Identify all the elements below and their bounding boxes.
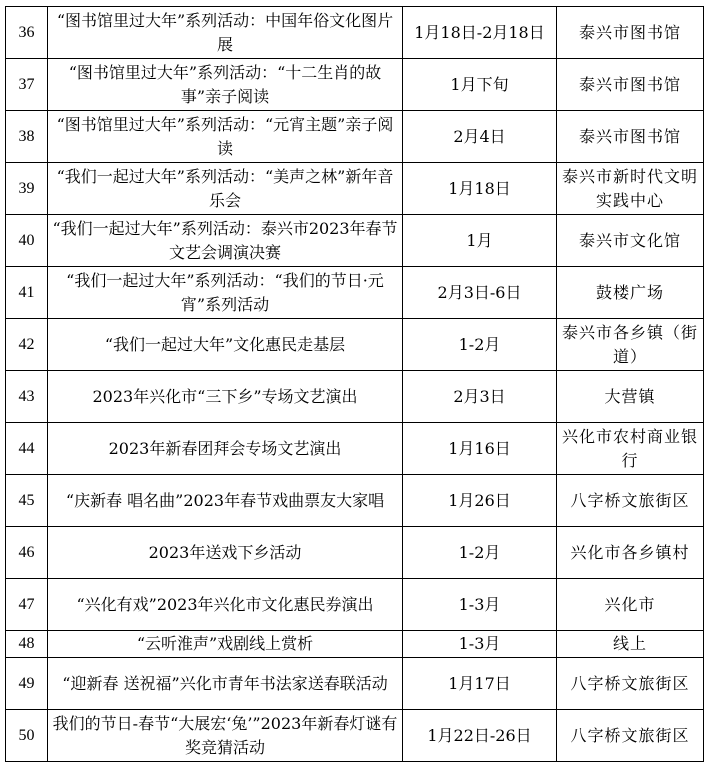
table-row [6,710,704,762]
row-number: 45 [6,475,48,527]
event-time: 1月下旬 [403,59,557,111]
row-number: 46 [6,527,48,579]
row-number: 44 [6,423,48,475]
event-name: 2023年新春团拜会专场文艺演出 [48,423,403,475]
row-number: 42 [6,319,48,371]
event-place: 泰兴市图书馆 [557,7,704,59]
row-number: 48 [6,631,48,658]
table-body [6,7,704,762]
table-row [6,631,704,658]
row-number: 40 [6,215,48,267]
table-row [6,475,704,527]
event-time: 1-2月 [403,527,557,579]
event-name: “兴化有戏”2023年兴化市文化惠民券演出 [48,579,403,631]
row-number: 47 [6,579,48,631]
event-time: 1月22日-26日 [403,710,557,762]
event-name: “图书馆里过大年”系列活动：“元宵主题”亲子阅读 [48,111,403,163]
table-row [6,267,704,319]
event-name: “迎新春 送祝福”兴化市青年书法家送春联活动 [48,658,403,710]
event-name: “我们一起过大年”系列活动：“美声之林”新年音乐会 [48,163,403,215]
event-time: 1月18日 [403,163,557,215]
event-place: 八字桥文旅街区 [557,475,704,527]
event-place: 兴化市各乡镇村 [557,527,704,579]
event-time: 1月17日 [403,658,557,710]
event-name: “云听淮声”戏剧线上赏析 [48,631,403,658]
event-time: 1月26日 [403,475,557,527]
event-name: “我们一起过大年”文化惠民走基层 [48,319,403,371]
event-place: 泰兴市各乡镇（街道） [557,319,704,371]
event-name: 2023年兴化市“三下乡”专场文艺演出 [48,371,403,423]
row-number: 41 [6,267,48,319]
event-place: 兴化市 [557,579,704,631]
row-number: 37 [6,59,48,111]
table-row [6,7,704,59]
event-name: 2023年送戏下乡活动 [48,527,403,579]
event-place: 兴化市农村商业银行 [557,423,704,475]
table-row [6,163,704,215]
table-row [6,423,704,475]
row-number: 39 [6,163,48,215]
row-number: 36 [6,7,48,59]
event-name: “图书馆里过大年”系列活动：“十二生肖的故事”亲子阅读 [48,59,403,111]
row-number: 43 [6,371,48,423]
row-number: 38 [6,111,48,163]
table-row [6,658,704,710]
table-row [6,579,704,631]
event-place: 泰兴市文化馆 [557,215,704,267]
table-row [6,527,704,579]
event-name: “我们一起过大年”系列活动：泰兴市2023年春节文艺会调演决赛 [48,215,403,267]
event-name: 我们的节日-春节“大展宏‘兔’”2023年新春灯谜有奖竞猜活动 [48,710,403,762]
table-row [6,371,704,423]
event-place: 八字桥文旅街区 [557,658,704,710]
event-place: 泰兴市新时代文明实践中心 [557,163,704,215]
event-place: 泰兴市图书馆 [557,111,704,163]
event-place: 八字桥文旅街区 [557,710,704,762]
event-name: “庆新春 唱名曲”2023年春节戏曲票友大家唱 [48,475,403,527]
table-row [6,59,704,111]
row-number: 49 [6,658,48,710]
event-time: 1月18日-2月18日 [403,7,557,59]
event-place: 鼓楼广场 [557,267,704,319]
event-place: 泰兴市图书馆 [557,59,704,111]
table-row [6,111,704,163]
event-name: “我们一起过大年”系列活动：“我们的节日·元宵”系列活动 [48,267,403,319]
event-time: 2月3日 [403,371,557,423]
event-time: 1月 [403,215,557,267]
event-name: “图书馆里过大年”系列活动：中国年俗文化图片展 [48,7,403,59]
row-number: 50 [6,710,48,762]
event-time: 1-3月 [403,631,557,658]
event-time: 1-3月 [403,579,557,631]
event-time: 2月3日-6日 [403,267,557,319]
event-place: 线上 [557,631,704,658]
event-place: 大营镇 [557,371,704,423]
event-time: 1月16日 [403,423,557,475]
table-row [6,319,704,371]
event-table [5,6,704,762]
event-time: 2月4日 [403,111,557,163]
table-row [6,215,704,267]
event-time: 1-2月 [403,319,557,371]
